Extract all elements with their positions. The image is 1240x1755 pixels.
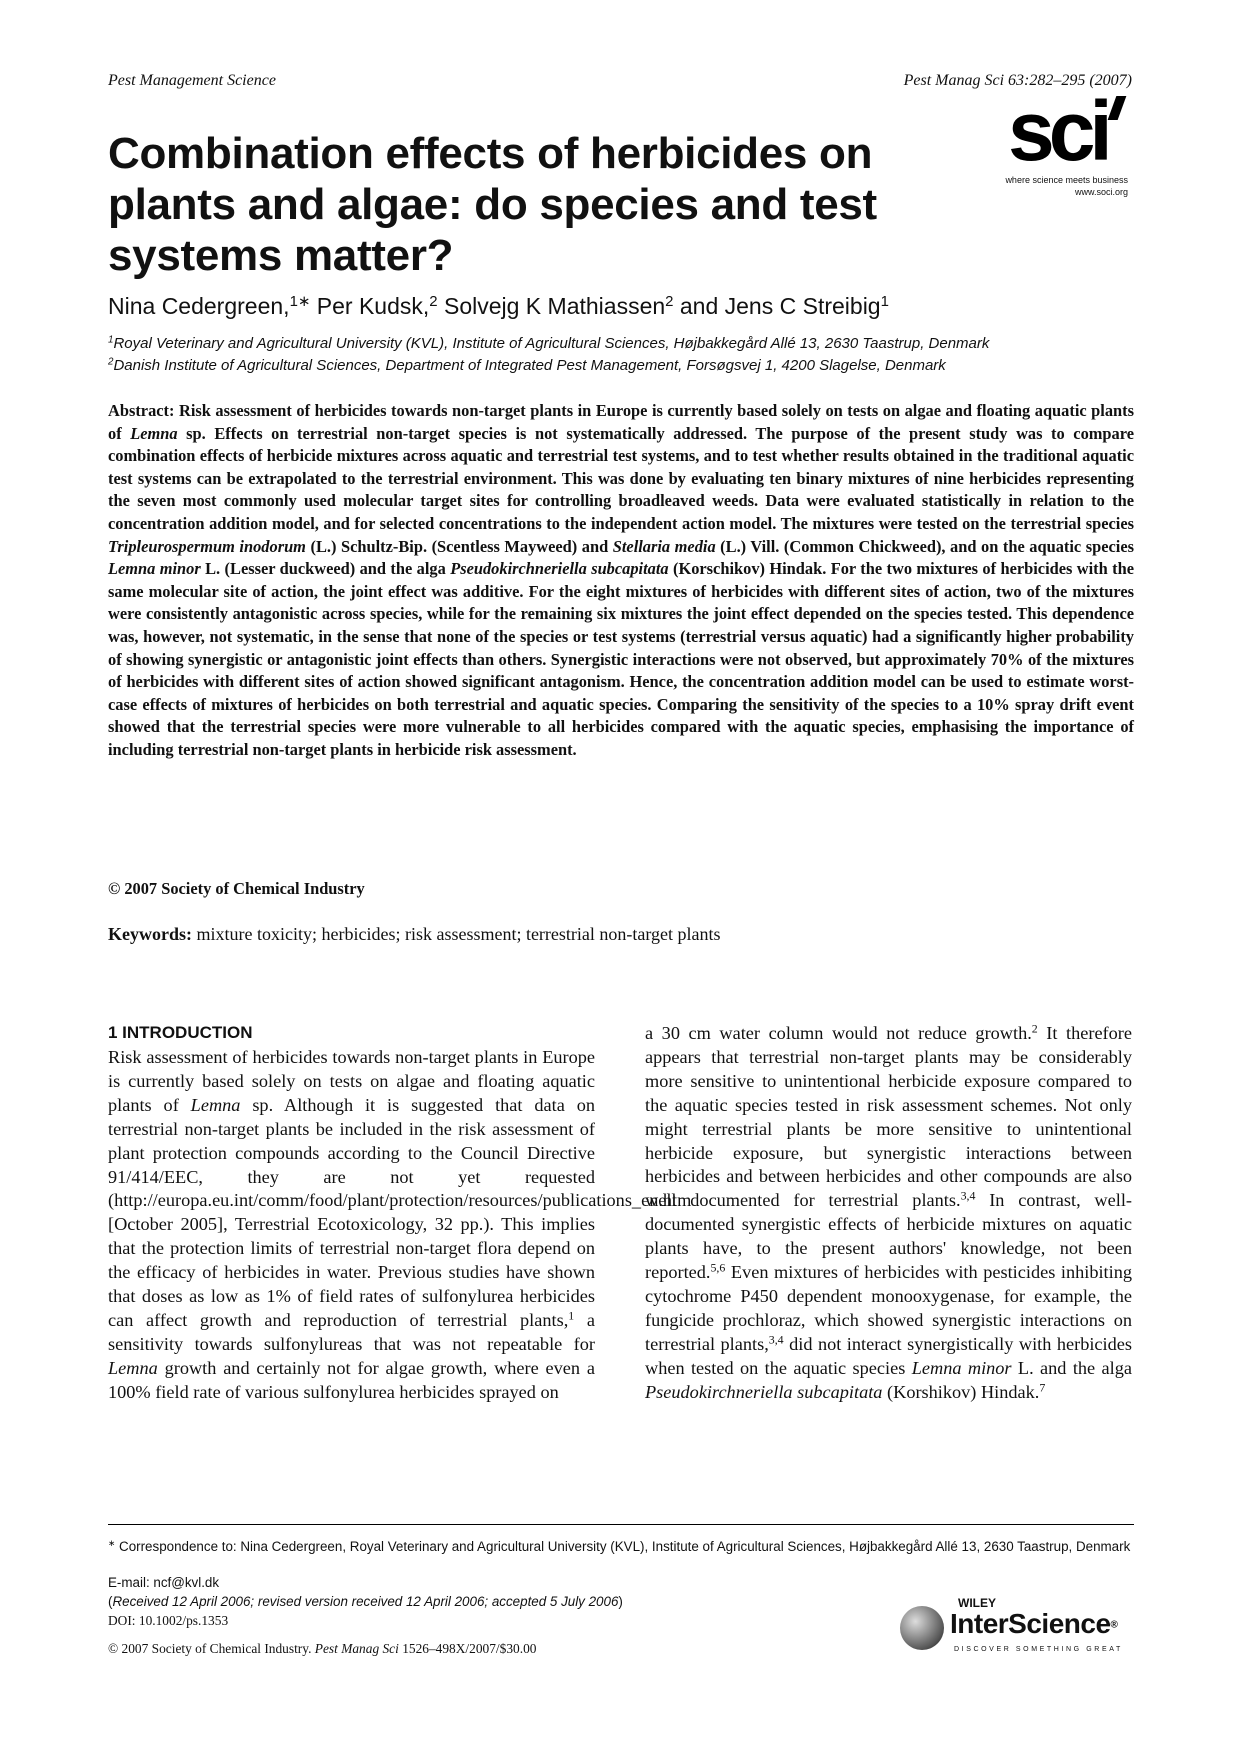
abstract <box>108 400 1134 762</box>
abstract-label: Abstract: <box>108 401 175 420</box>
interscience-text: InterScience <box>950 1608 1111 1639</box>
body-text: growth and certainly not for algae growth, where even a 100% field rate of various sulfonylurea herbicides sprayed on <box>108 1357 595 1402</box>
footer-text: © 2007 Society of Chemical Industry. <box>108 1641 315 1656</box>
abstract-italic: Tripleurospermum inodorum <box>108 536 306 556</box>
abstract-text: (L.) Schultz-Bip. (Scentless Mayweed) and <box>305 536 613 556</box>
body-text: In contrast, well-documented synergistic effects of herbicide mixtures on aquatic plants have, to the present authors' knowledge, not been reported. <box>645 1190 1132 1283</box>
sci-logo-accent-mark <box>1108 96 1127 120</box>
intro-left-column <box>108 1046 692 1405</box>
section-heading-introduction: 1 INTRODUCTION <box>108 1023 253 1042</box>
paren: ( <box>108 1594 113 1609</box>
abstract-text: L. (Lesser duckweed) and the alga <box>200 559 451 579</box>
citation-mark: 3,4 <box>960 1188 976 1203</box>
abstract-text: Risk assessment of herbicides towards non-target plants in Europe is currently based solely on tests on algae and floating aquatic plants of <box>108 401 1134 443</box>
body-text: did not interact synergistically with herbicides when tested on the aquatic species <box>645 1333 1132 1378</box>
abstract-italic: Lemna <box>130 423 178 443</box>
sci-tagline-line-2: www.soci.org <box>1074 187 1128 197</box>
running-header-citation: Pest Manag Sci 63:282–295 (2007) <box>903 72 1132 89</box>
citation-mark: 3,4 <box>768 1332 784 1347</box>
author-affiliation-mark: 1∗ <box>289 292 311 310</box>
received-dates <box>108 1594 623 1609</box>
footer-journal: Pest Manag Sci <box>314 1641 399 1656</box>
author-list <box>108 293 889 320</box>
abstract-text: (Korschikov) Hindak. For the two mixtures of herbicides with the same molecular site of action, the joint effect was additive. For the eight mixtures of herbicides with different sites of action, two of the mixtures were consistently antagonistic across species, while for the remaining six mixtures the joint effect depended on the species tested. This dependence was, however, not systematic, in the sense that none of the species or test systems (terrestrial versus aquatic) had a significantly higher probability of showing synergistic or antagonistic joint effects than others. Synergistic interactions were not observed, but approximately 70% of the mixtures of herbicides with different sites of action showed significant antagonism. Hence, the concentration addition model can be used to estimate worst-case effects of mixtures of herbicides on both terrestrial and aquatic species. Comparing the sensitivity of the species to a 10% spray drift event showed that the terrestrial species were more vulnerable to all herbicides compared with the aquatic species, emphasising the importance of including terrestrial non-target plants in herbicide risk assessment. <box>108 559 1134 759</box>
keywords-text: mixture toxicity; herbicides; risk assessment; terrestrial non-target plants <box>192 924 721 944</box>
abstract-copyright: © 2007 Society of Chemical Industry <box>108 879 365 898</box>
paren: ) <box>618 1594 623 1609</box>
correspondence-footnote <box>108 1537 1134 1556</box>
sci-logo-tagline <box>1005 174 1128 198</box>
article-title: Combination effects of herbicides on plants and algae: do species and test systems matter? <box>108 129 877 280</box>
affiliation-2 <box>108 357 946 374</box>
keywords <box>108 924 721 945</box>
affiliation-1 <box>108 335 989 352</box>
abstract-italic: Lemna minor <box>108 559 201 579</box>
affiliation-text: Royal Veterinary and Agricultural University (KVL), Institute of Agricultural Sciences, Højbakkegård Allé 13, 2630 Taastrup, Denmark <box>113 335 990 352</box>
author-affiliation-mark: 2 <box>429 292 438 310</box>
abstract-text: (L.) Vill. (Common Chickweed), and on the aquatic species <box>715 536 1134 556</box>
body-text: Risk assessment of herbicides towards non-target plants in Europe is currently based solely on tests on algae and floating aquatic plants of <box>108 1047 595 1115</box>
wiley-wordmark: WILEY <box>958 1596 996 1610</box>
affiliation-mark: 2 <box>108 356 114 368</box>
author-affiliation-mark: 1 <box>880 292 889 310</box>
page-footer-copyright <box>108 1641 536 1657</box>
body-text: sp. Although it is suggested that data on terrestrial non-target plants be included in the risk assessment of plant protection compounds according to the Council Directive 91/414/EEC, they are not yet requested (http://europa.eu.int/comm/food/plant/protection/resources/publications_en.htm [October 2005], Terrestrial Ecotoxicology, 32 pp.). This implies that the protection limits of terrestrial non-target flora depend on the efficacy of herbicides in water. Previous studies have shown that doses as low as 1% of field rates of sulfonylurea herbicides can affect growth and reproduction of terrestrial plants, <box>108 1094 692 1330</box>
author-name: Nina Cedergreen, <box>108 293 290 319</box>
citation-mark: 1 <box>568 1308 575 1323</box>
body-text: (Korshikov) Hindak. <box>882 1381 1040 1402</box>
wiley-interscience-logo <box>900 1596 1128 1656</box>
sci-tagline-line-1: where science meets business <box>1005 175 1128 185</box>
correspondence-text: Correspondence to: Nina Cedergreen, Royal Veterinary and Agricultural University (KVL), Institute of Agricultural Sciences, Højbakkegård Allé 13, 2630 Taastrup, Denmark <box>115 1539 1131 1554</box>
author-name: Solvejg K Mathiassen <box>437 293 666 319</box>
abstract-italic: Pseudokirchneriella subcapitata <box>450 559 669 579</box>
citation-mark: 2 <box>1031 1021 1038 1036</box>
sci-logo-wordmark: sci <box>1008 84 1107 178</box>
doi: DOI: 10.1002/ps.1353 <box>108 1613 229 1628</box>
citation-mark: 7 <box>1039 1380 1046 1395</box>
body-italic: Lemna <box>108 1357 158 1378</box>
running-header-journal: Pest Management Science <box>108 72 276 89</box>
author-affiliation-mark: 2 <box>665 292 674 310</box>
footnote-divider <box>108 1524 1134 1525</box>
sci-logo <box>1005 84 1136 206</box>
body-text: a 30 cm water column would not reduce growth. <box>645 1023 1032 1043</box>
body-italic: Pseudokirchneriella subcapitata <box>645 1381 883 1402</box>
body-italic: Lemna minor <box>911 1357 1012 1378</box>
correspondence-mark: ∗ <box>108 1538 116 1549</box>
abstract-text: sp. Effects on terrestrial non-target species is not systematically addressed. The purpose of the present study was to compare combination effects of herbicide mixtures across aquatic and terrestrial test systems, and to test whether results obtained in the traditional aquatic test systems can be extrapolated to the terrestrial environment. This was done by evaluating ten binary mixtures of nine herbicides representing the seven most commonly used molecular target sites for controlling broadleaved weeds. Data were evaluated statistically in relation to the concentration addition model, and for selected concentrations to the independent action model. The mixtures were tested on the terrestrial species <box>108 423 1134 533</box>
affiliation-text: Danish Institute of Agricultural Sciences, Department of Integrated Pest Management, Forsøgsvej 1, 4200 Slagelse, Denmark <box>113 357 946 374</box>
body-text: a sensitivity towards sulfonylureas that was not repeatable for <box>108 1309 595 1354</box>
abstract-italic: Stellaria media <box>612 536 716 556</box>
registered-mark: ® <box>1110 1619 1118 1631</box>
affiliation-mark: 1 <box>108 334 114 346</box>
received-dates-text: Received 12 April 2006; revised version received 12 April 2006; accepted 5 July 2006 <box>112 1594 619 1609</box>
body-text: Even mixtures of herbicides with pesticides inhibiting cytochrome P450 dependent monooxygenase, for example, the fungicide prochloraz, which showed synergistic interactions on terrestrial plants, <box>645 1262 1132 1354</box>
intro-right-column <box>645 1022 1132 1405</box>
body-text: L. and the alga <box>1011 1357 1132 1378</box>
interscience-wordmark <box>950 1608 1117 1640</box>
author-name: and Jens C Streibig <box>673 293 881 319</box>
footer-text: 1526–498X/2007/$30.00 <box>398 1641 537 1656</box>
body-text: It therefore appears that terrestrial non-target plants may be considerably more sensitive to unintentional herbicide exposure compared to the aquatic species tested in risk assessment schemes. Not only might terrestrial plants be more sensitive to unintentional herbicide exposure, but synergistic interactions between herbicides and between herbicides and other compounds are also well documented for terrestrial plants. <box>645 1023 1132 1211</box>
globe-icon <box>900 1606 944 1650</box>
citation-mark: 5,6 <box>710 1260 726 1275</box>
keywords-label: Keywords: <box>108 924 192 944</box>
correspondence-email: E-mail: ncf@kvl.dk <box>108 1575 220 1590</box>
wiley-tagline: DISCOVER SOMETHING GREAT <box>954 1646 1123 1653</box>
author-name: Per Kudsk, <box>310 293 430 319</box>
body-italic: Lemna <box>190 1094 241 1115</box>
